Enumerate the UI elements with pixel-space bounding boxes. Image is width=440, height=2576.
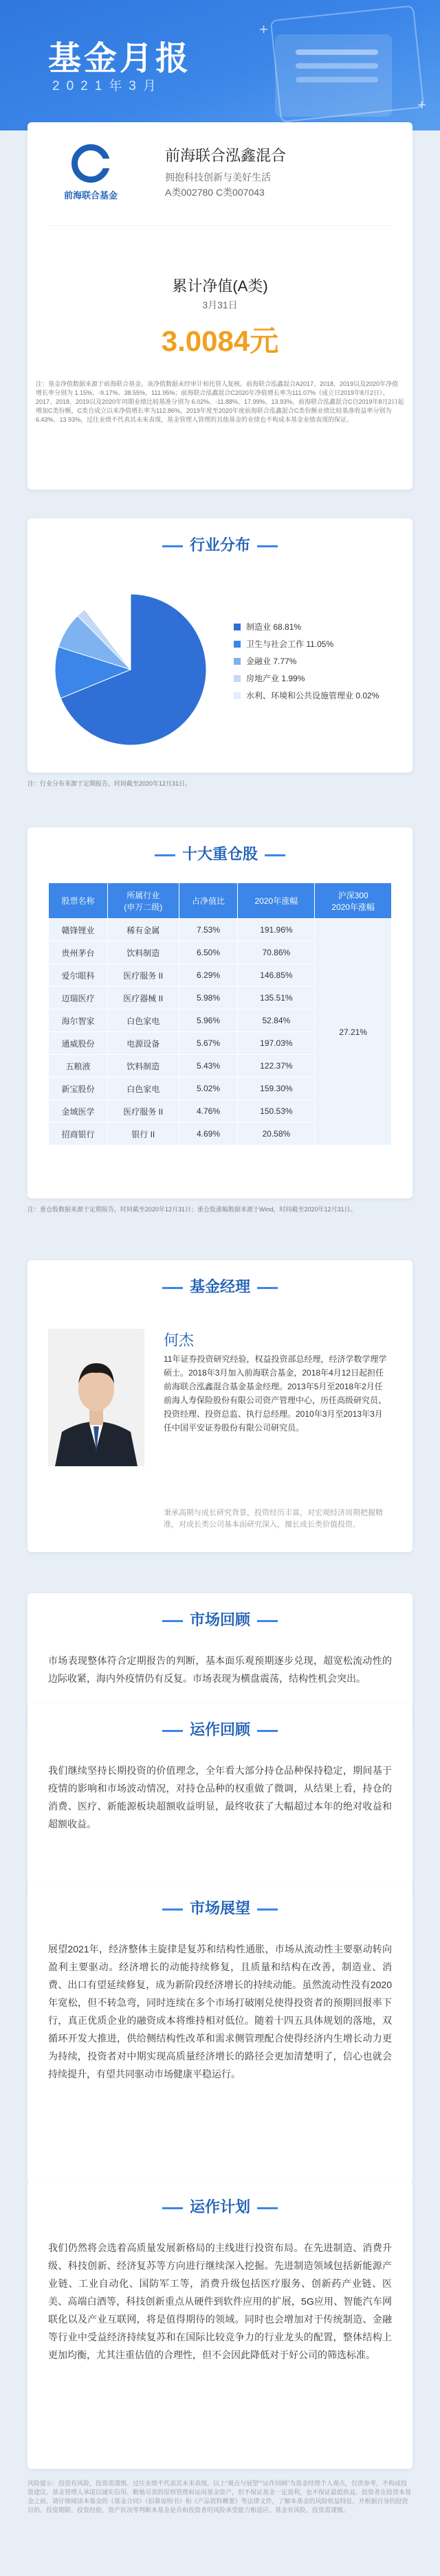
table-cell: 159.30% [238, 1078, 315, 1100]
section-title-holdings [28, 843, 412, 864]
section-title-industry [28, 534, 412, 555]
table-header-cell: 股票名称 [49, 883, 108, 919]
operation-review-text: 我们继续坚持长期投资的价值理念，全年看大部分持仓品种保持稳定，期间基于疫情的影响和市场波动情况，对持仓品种的权重做了微调，从结果上看，持仓的消费、医疗、新能源板块超额收益明显，最终收获了大幅超过本年的绝对收益和超额收益。 [48, 1765, 392, 1830]
title-bar [257, 545, 278, 547]
nav-label: 累计净值(A类) [172, 277, 268, 295]
legend-swatch [234, 675, 241, 682]
table-cell: 135.51% [238, 987, 315, 1010]
table-cell: 爱尔眼科 [49, 964, 108, 987]
table-cell: 白色家电 [107, 1078, 179, 1100]
table-cell: 五粮液 [49, 1055, 108, 1078]
legend-label: 房地产业 1.99% [246, 674, 305, 683]
legend-label: 水利、环境和公共设施管理业 0.02% [246, 691, 380, 700]
title-bar [162, 2207, 183, 2209]
industry-pie-chart [45, 584, 217, 755]
table-cell: 52.84% [238, 1010, 315, 1032]
legend-swatch [234, 624, 241, 630]
table-cell: 饮料制造 [107, 1055, 179, 1078]
page-subtitle: 2021年3月 [52, 79, 163, 93]
title-bar [162, 1730, 183, 1732]
fund-card [28, 122, 412, 490]
table-cell: 20.58% [238, 1123, 315, 1145]
decorative-panel [275, 34, 392, 117]
legend-swatch [234, 641, 241, 648]
table-cell: 6.50% [179, 942, 238, 964]
section-title-operation-plan [28, 2196, 412, 2217]
table-cell: 122.37% [238, 1055, 315, 1078]
holdings-note: 注：重仓股数据来源于定期报告，时间截至2020年12月31日；重仓股涨幅数据来源于Wind，时间截至2020年12月31日。 [28, 1206, 357, 1213]
title-bar [257, 1287, 278, 1289]
table-row [49, 919, 392, 942]
divider [48, 225, 392, 226]
legend-item [234, 670, 379, 687]
manager-bio: 11年证券投资研究经验，权益投资部总经理，经济学数学理学硕士。2018年3月加入前海联合基金，2018年4月12日起担任前海联合泓鑫混合基金基金经理。2013年5月至2018年2月任前海人寿保险股份有限公司资产管理中心，历任高级研究员、投资经理、投资总监、执行总经理。2010年3月至2013年3月任中国平安证券股份有限公司研究员。 [164, 1354, 387, 1433]
plus-icon: + [417, 96, 426, 113]
title-bar [265, 854, 285, 856]
table-cell: 招商银行 [49, 1123, 108, 1145]
operation-plan-card [28, 2180, 412, 2469]
table-cell: 医疗器械 II [107, 987, 179, 1010]
header-banner [0, 0, 440, 130]
title-bar [162, 545, 183, 547]
title-bar [162, 1620, 183, 1622]
table-body [49, 919, 392, 1145]
table-cell: 海尔智家 [49, 1010, 108, 1032]
table-cell: 146.85% [238, 964, 315, 987]
table-cell: 银行 II [107, 1123, 179, 1145]
pie-legend [234, 618, 379, 704]
table-header-cell: 占净值比 [179, 883, 238, 919]
legend-item [234, 652, 379, 670]
section-title-text: 运作计划 [189, 2198, 250, 2215]
title-bar [155, 854, 175, 856]
market-review-text: 市场表现整体符合定期报告的判断，基本面乐观预期逐步兑现，超宽松流动性的边际收紧，海内外疫情仍有反复。市场表现为横盘震荡，结构性机会突出。 [48, 1655, 392, 1684]
title-bar [257, 1908, 278, 1911]
section-title-text: 市场展望 [189, 1900, 250, 1917]
fund-name: 前海联合泓鑫混合 [165, 147, 287, 164]
title-bar [257, 1620, 278, 1622]
table-cell: 70.86% [238, 942, 315, 964]
manager-name: 何杰 [164, 1332, 195, 1349]
table-cell: 6.29% [179, 964, 238, 987]
table-cell: 饮料制造 [107, 942, 179, 964]
section-title-market-outlook [28, 1897, 412, 1918]
table-cell: 7.53% [179, 919, 238, 942]
legend-label: 金融业 7.77% [246, 657, 297, 666]
table-cell: 迈瑞医疗 [49, 987, 108, 1010]
industry-note: 注：行业分布来源于定期报告，时间截至2020年12月31日。 [28, 780, 192, 787]
plus-icon: + [259, 21, 268, 38]
page-title: 基金月报 [48, 41, 192, 77]
legend-item [234, 687, 379, 704]
table-cell: 医疗服务 II [107, 1100, 179, 1123]
table-cell: 赣锋锂业 [49, 919, 108, 942]
fund-note: 注：基金净值数据来源于前海联合基金。该净值数据未经审计和托管人复核。前海联合泓鑫混合A2017、2018、2019以及2020年净值增长率分别为 1.15%、-9.17%、38.55%、111.95%；前海联合泓鑫混合C2020年净值增长率为111.07%（成立日2019年8月2日）。2017、2018、2019以及2020年同期业绩比较基准分别为 6.02%、-11.88%、17.99%、13.93%。前海联合泓鑫混合C自2019年8月2日起增加C类份额，C类自成立以来净值增长率为112.86%，2019年度至2020年度前海联合泓鑫混合C类份额业绩比较基准收益率分别为6.43%、13.93%。过往业绩不代表其未来表现，基金管理人管理的其他基金的业绩也不构成本基金业绩表现的保证。 [36, 380, 404, 423]
section-title-text: 行业分布 [189, 536, 250, 554]
table-cell: 5.02% [179, 1078, 238, 1100]
table-cell: 5.67% [179, 1032, 238, 1055]
operation-review-card [28, 1703, 412, 1895]
table-cell: 191.96% [238, 919, 315, 942]
legend-item [234, 635, 379, 652]
decorative-lines [296, 49, 378, 55]
manager-extra: 秉承高期与成长研究背景，投资经历丰富，对宏观经济周期把握精准，对成长类公司基本面研究深入，擅长成长类价值投资。 [164, 1509, 383, 1529]
hs300-cell: 27.21% [315, 919, 392, 1145]
section-title-text: 运作回顾 [189, 1721, 250, 1738]
operation-plan-text: 我们仍然将会选着高质量发展新格局的主线进行投资布局。在先进制造、消费升级、科技创新、经济复苏等方向进行继续深入挖掘。先进制造领域包括新能源产业链、工业自动化、国防军工等，消费升级包括医疗服务、创新药产业链、医美、高端白酒等，科技创新重点从硬件到软件应用的扩展，5G应用、智能汽车网联化以及产业互联网，将是值得期待的领域。同时也会增加对于传统制造、金融等行业中受益经济持续复苏和在国际比较竞争力的行业龙头的配置，整体结构上更加均衡，尤其注重估值的合理性，但不会因此降低对于好公司的筛选标准。 [48, 2242, 392, 2360]
section-title-text: 基金经理 [189, 1278, 250, 1295]
manager-card [28, 1260, 412, 1552]
market-outlook-text: 展望2021年，经济整体主旋律是复苏和结构性通胀，市场从流动性主要驱动转向盈利主要驱动。经济增长的动能持续修复，且质量和结构在改善，制造业、消费、出口有望延续修复，成为新阶段经济增长的持续动能。虽然流动性没有2020年宽松，但不转急弯，同时连续在多个市场打破刚兑使得投资者的预期回报率下行，真正优质企业的融资成本将维持相对低位。随着十四五具体规划的落地，双循环开发大推进，供给侧结构性改革和需求侧管理配合使得经济内生增长动力更为持续，投资者对中期实现高质量经济增长的路径会更加清楚明了，信心也就会持续提升，有望共同驱动市场健康平稳运行。 [48, 1944, 392, 2079]
table-header-row [49, 883, 392, 919]
section-title-manager [28, 1275, 412, 1297]
table-cell: 通威股份 [49, 1032, 108, 1055]
section-title-market-review [28, 1608, 412, 1630]
holdings-table [48, 882, 392, 1145]
table-cell: 稀有金属 [107, 919, 179, 942]
table-cell: 5.43% [179, 1055, 238, 1078]
table-cell: 197.03% [238, 1032, 315, 1055]
legend-swatch [234, 658, 241, 665]
holdings-card [28, 828, 412, 1198]
logo-text: 前海联合基金 [63, 190, 118, 201]
legend-swatch [234, 692, 241, 699]
section-title-text: 市场回顾 [189, 1611, 250, 1628]
legend-label: 制造业 68.81% [246, 622, 302, 632]
table-cell: 白色家电 [107, 1010, 179, 1032]
section-title-operation-review [28, 1718, 412, 1740]
table-header-cell: 沪深300 2020年涨幅 [315, 883, 392, 919]
title-bar [257, 2207, 278, 2209]
nav-value: 3.0084元 [161, 325, 279, 357]
legend-label: 卫生与社会工作 11.05% [246, 639, 334, 649]
table-cell: 金域医学 [49, 1100, 108, 1123]
manager-photo [48, 1329, 144, 1466]
table-cell: 贵州茅台 [49, 942, 108, 964]
table-cell: 电源设备 [107, 1032, 179, 1055]
logo-icon [72, 144, 110, 183]
title-bar [162, 1287, 183, 1289]
footer-disclaimer: 风险提示：投资有风险，投资需谨慎。过往业绩不代表其未来表现，以上“观点与展望”“运作回顾”为基金经理个人观点，仅供参考，不构成投资建议。基金管理人承诺以诚实信用、勤勉尽责的原则管理和运用基金资产，但不保证基金一定盈利，也不保证最低收益。投资者在投资本基金之前，请仔细阅读本基金的《基金合同》《招募说明书》和《产品资料概要》等法律文件，了解本基金的风险收益特征，并根据自身的投资目的、投资期限、投资经验、资产状况等判断本基金是否和投资者的风险承受能力相适应。基金有风险，投资需谨慎。 [28, 2480, 412, 2514]
table-cell: 5.96% [179, 1010, 238, 1032]
fund-codes: A类002780 C类007043 [165, 187, 265, 198]
table-cell: 150.53% [238, 1100, 315, 1123]
title-bar [162, 1908, 183, 1911]
fund-tagline: 拥抱科技创新与美好生活 [165, 172, 271, 183]
table-header-cell: 2020年涨幅 [238, 883, 315, 919]
table-header-cell: 所属行业 (申万二级) [107, 883, 179, 919]
industry-card [28, 518, 412, 773]
title-bar [257, 1730, 278, 1732]
nav-date: 3月31日 [202, 299, 238, 310]
fund-logo [54, 144, 128, 201]
market-outlook-card [28, 1882, 412, 2184]
legend-item [234, 618, 379, 635]
table-cell: 新宝股份 [49, 1078, 108, 1100]
table-cell: 5.98% [179, 987, 238, 1010]
table-cell: 4.69% [179, 1123, 238, 1145]
section-title-text: 十大重仓股 [182, 845, 258, 863]
table-cell: 4.76% [179, 1100, 238, 1123]
table-cell: 医疗服务 II [107, 964, 179, 987]
